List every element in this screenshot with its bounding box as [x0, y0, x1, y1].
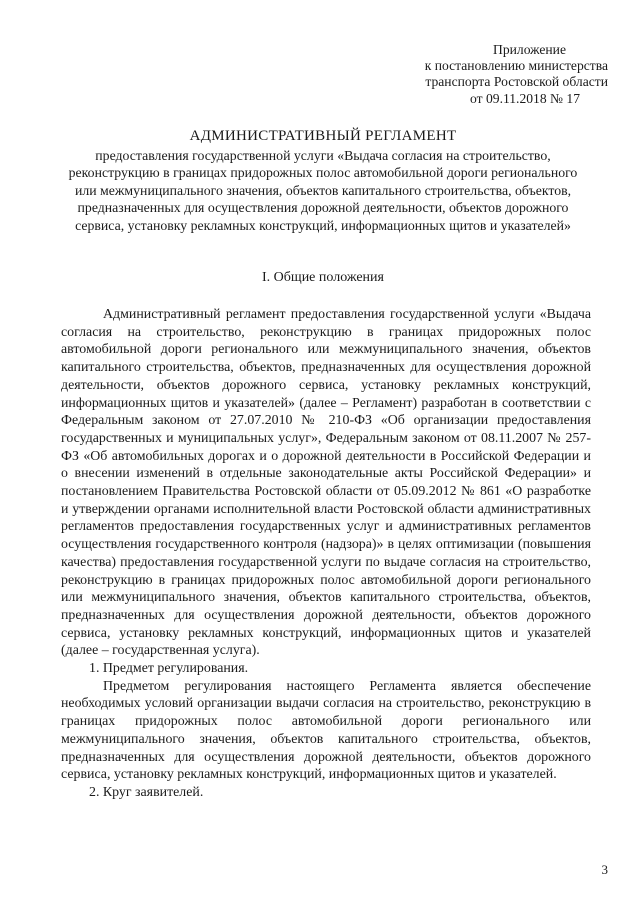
section-heading: I. Общие положения: [262, 270, 384, 285]
paragraph: Административный регламент предоставления государственной услуги «Выдача согласия на строительство, реконструкцию в границах придорожных полос автомобильной дороги регионального или межмуниципального значения, объектов капитального строительства, объектов, предназначенных для осуществления дорожной деятельности, объектов дорожного сервиса, установку рекламных конструкций, информационных щитов и указателей» (далее – Регламент) разработан в соответствии с Федеральным законом от 27.07.2010 № 210-ФЗ «Об организации предоставления государственных и муниципальных услуг», Федеральным законом от 08.11.2007 № 257-ФЗ «Об автомобильных дорогах и о дорожной деятельности в Российской Федерации и о внесении изменений в отдельные законодательные акты Российской Федерации» и постановлением Правительства Ростовской области от 05.09.2012 № 861 «О разработке и утверждении органами исполнительной власти Ростовской области административных регламентов предоставления государственных услуг и административных регламентов осуществления государственного контроля (надзора)» в целях оптимизации (повышения качества) предоставления государственной услуги по выдаче согласия на строительство, реконструкцию в границах придорожных полос автомобильной дороги регионального или межмуниципального значения, объектов капитального строительства, объектов, предназначенных для осуществления дорожной деятельности, объектов дорожного сервиса, установку рекламных конструкций, информационных щитов и указателей (далее – государственная услуга).: [61, 307, 591, 659]
document-body: [61, 306, 591, 802]
page-number: 3: [601, 862, 608, 877]
appendix-line: Приложение: [493, 42, 566, 57]
appendix-line: транспорта Ростовской области: [425, 74, 608, 90]
appendix-block: [348, 42, 608, 107]
appendix-line: от 09.11.2018 № 17: [470, 90, 580, 106]
list-item: 2. Круг заявителей.: [89, 784, 204, 800]
document-title: [58, 128, 588, 234]
title-main: АДМИНИСТРАТИВНЫЙ РЕГЛАМЕНТ: [189, 128, 457, 144]
list-item: 1. Предмет регулирования.: [89, 661, 249, 677]
appendix-line: к постановлению министерства: [424, 58, 608, 74]
paragraph: Предметом регулирования настоящего Регламента является обеспечение необходимых условий организации выдачи согласия на строительство, реконструкцию в границах придорожных полос автомобильной дороги регионального или межмуниципального значения, объектов капитального строительства, объектов, предназначенных для осуществления дорожной деятельности, объектов дорожного сервиса, установку рекламных конструкций, информационных щитов и указателей.: [61, 678, 591, 783]
title-subtitle: предоставления государственной услуги «Выдача согласия на строительство, реконструкцию в границах придорожных полос автомобильной дороги регионального или межмуниципального значения, объектов капитального строительства, объектов, предназначенных для осуществления дорожной деятельности, объектов дорожного сервиса, установку рекламных конструкций, информационных щитов и указателей»: [68, 148, 578, 233]
